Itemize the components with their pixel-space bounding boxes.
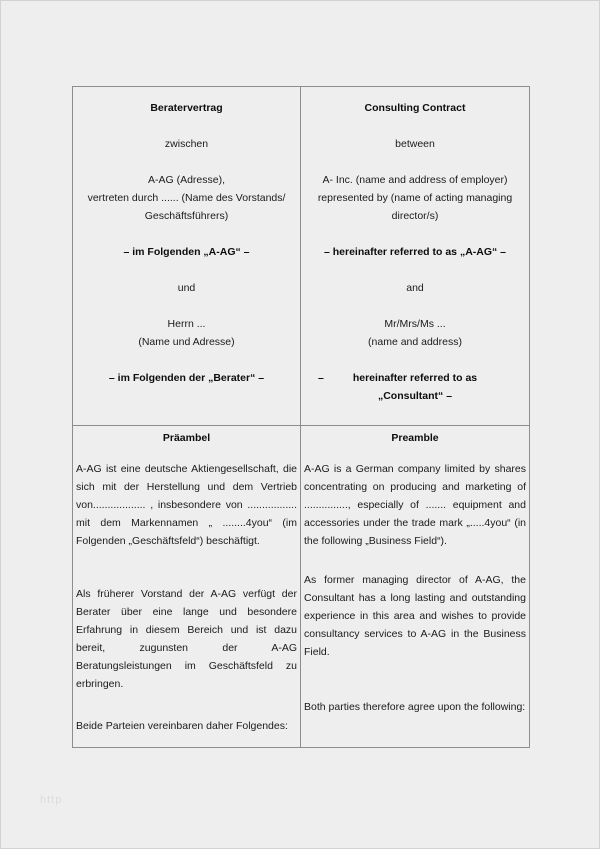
- referred-as-b-german: – im Folgenden der „Berater“ –: [108, 372, 265, 384]
- and-label-german: und: [177, 282, 196, 294]
- between-label-english: between: [395, 138, 435, 150]
- preamble-cell-english: [301, 426, 529, 747]
- contract-table: [72, 86, 530, 748]
- party-b-english-line: Mr/Mrs/Ms ...: [384, 318, 446, 330]
- party-a-german-line: Geschäftsführers): [144, 210, 229, 222]
- party-a-english-line: A- Inc. (name and address of employer): [322, 174, 508, 186]
- party-b-english-line: (name and address): [368, 336, 462, 348]
- preamble-paragraph-german: Beide Parteien vereinbaren daher Folgendes:: [76, 720, 288, 732]
- party-a-german-line: vertreten durch ...... (Name des Vorstands/: [87, 192, 286, 204]
- referred-as-b-english-line1: hereinafter referred to as: [352, 372, 478, 384]
- party-a-german-line: A-AG (Adresse),: [147, 174, 226, 186]
- and-label-english: and: [406, 282, 424, 294]
- between-label-german: zwischen: [164, 138, 209, 150]
- preamble-paragraph-german: A-AG ist eine deutsche Aktiengesellschaft, die sich mit der Herstellung und dem Vertrieb von.................. , insbesondere von ................. mit dem Markennamen „ ........4you“ (im Folgenden „Geschäftsfeld“) beschäftigt.: [76, 463, 297, 547]
- referred-as-b-english-line2: „Consultant“ –: [377, 390, 453, 402]
- preamble-heading-english: Preamble: [391, 432, 439, 444]
- referred-as-a-german: – im Folgenden „A-AG“ –: [123, 246, 250, 258]
- contract-title-german: Beratervertrag: [150, 102, 223, 114]
- watermark-text: http: [40, 794, 63, 806]
- referred-as-b-dash: –: [318, 372, 324, 384]
- party-a-english-line: director/s): [391, 210, 439, 222]
- party-b-german-line: (Name und Adresse): [138, 336, 235, 348]
- parties-cell-english: [301, 87, 529, 426]
- preamble-paragraph-english: As former managing director of A-AG, the Consultant has a long lasting and outstanding experience in this area and wishes to provide consultancy services to A-AG in the Business Field.: [304, 574, 526, 658]
- preamble-heading-german: Präambel: [162, 432, 211, 444]
- preamble-paragraph-english: Both parties therefore agree upon the following:: [304, 701, 526, 713]
- preamble-paragraph-german: Als früherer Vorstand der A-AG verfügt der Berater über eine lange und besondere Erfahrung in diesem Bereich und ist dazu bereit, zugunsten der A-AG Beratungsleistungen im Geschäftsfeld zu erbringen.: [76, 588, 297, 690]
- referred-as-a-english: – hereinafter referred to as „A-AG“ –: [323, 246, 507, 258]
- preamble-cell-german: [73, 426, 301, 747]
- preamble-paragraph-english: A-AG is a German company limited by shares concentrating on producing and marketing of ..............., especially of ....... equipment and accessories under the trade mark „.....4you“ (in the following „Business Field“).: [304, 463, 526, 547]
- referred-as-b-english: [304, 369, 526, 387]
- party-b-german-line: Herrn ...: [167, 318, 206, 330]
- party-a-english-line: represented by (name of acting managing: [317, 192, 513, 204]
- parties-cell-german: [73, 87, 301, 426]
- contract-title-english: Consulting Contract: [364, 102, 466, 114]
